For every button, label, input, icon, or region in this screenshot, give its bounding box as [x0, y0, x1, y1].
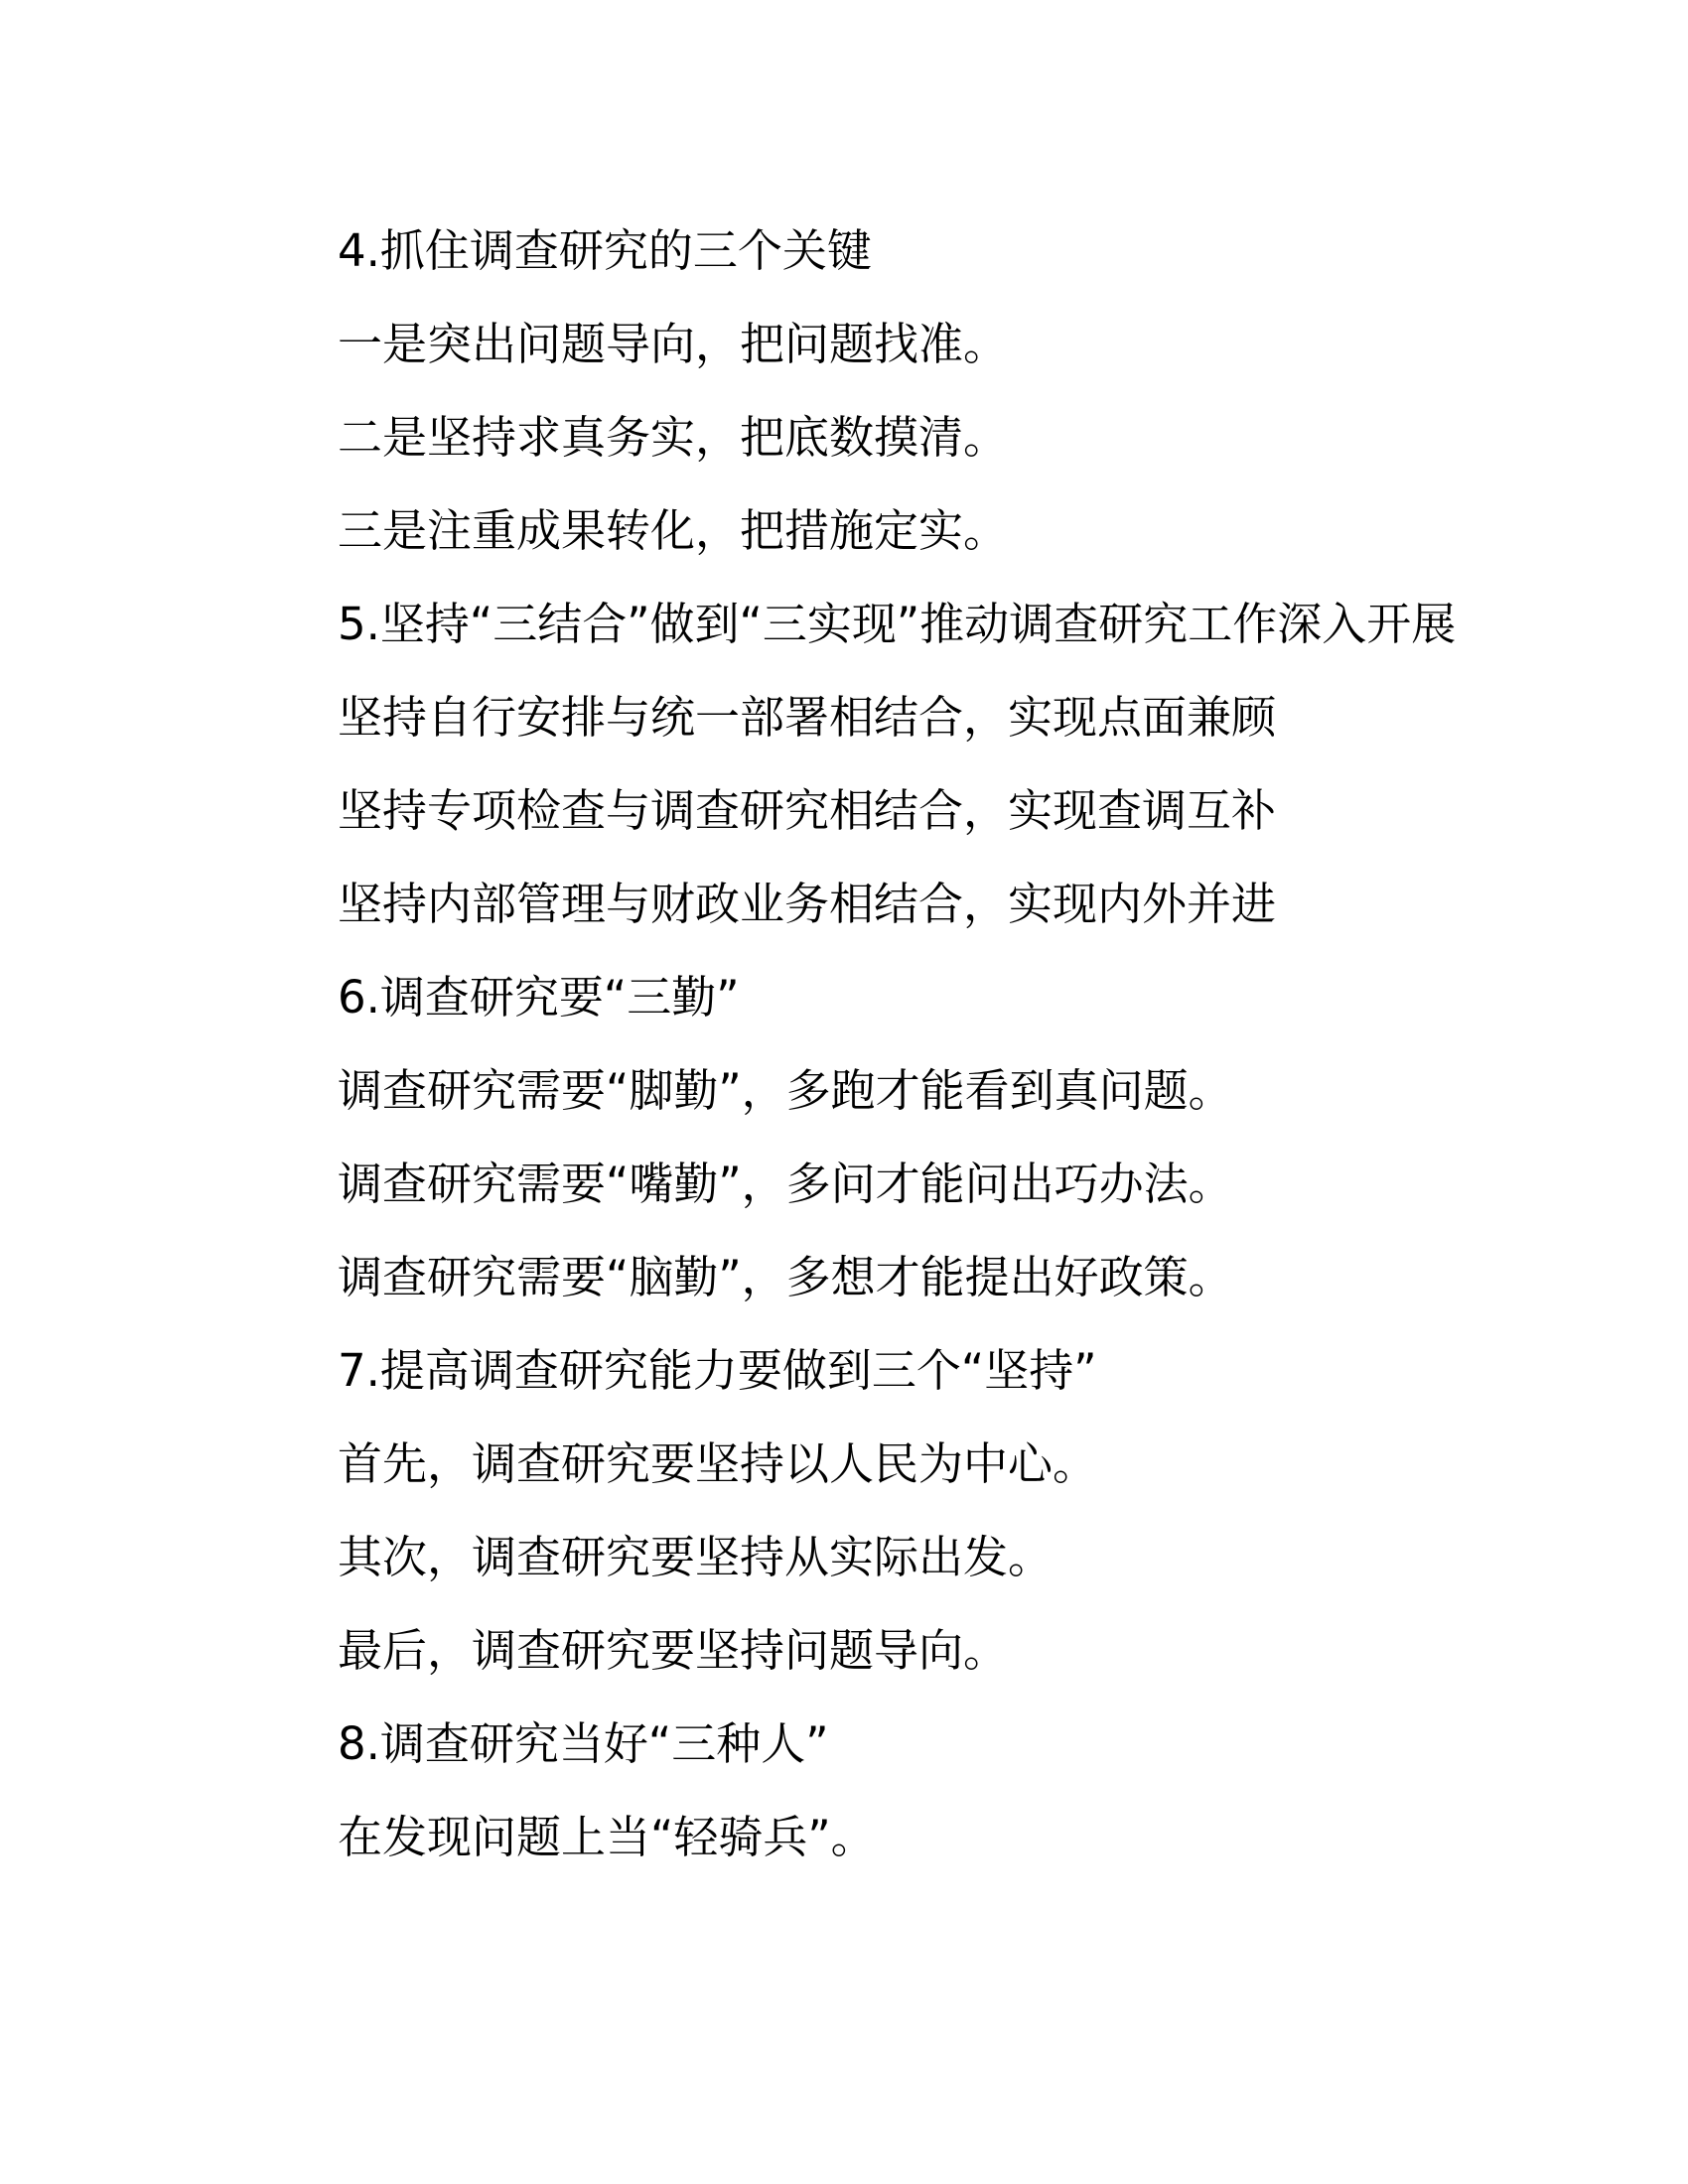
section-heading-7: 7.提高调查研究能力要做到三个“坚持” [338, 1344, 1097, 1397]
paragraph: 调查研究需要“嘴勤”，多问才能问出巧办法。 [338, 1158, 1233, 1210]
section-heading-5: 5.坚持“三结合”做到“三实现”推动调查研究工作深入开展 [338, 598, 1457, 650]
paragraph: 三是注重成果转化，把措施定实。 [338, 504, 1009, 557]
paragraph: 在发现问题上当“轻骑兵”。 [338, 1811, 876, 1863]
paragraph: 一是突出问题导向，把问题找准。 [338, 318, 1009, 370]
document-body [248, 205, 1460, 1884]
paragraph: 调查研究需要“脑勤”，多想才能提出好政策。 [338, 1251, 1233, 1303]
paragraph: 首先，调查研究要坚持以人民为中心。 [338, 1437, 1098, 1490]
paragraph: 坚持自行安排与统一部署相结合，实现点面兼顾 [338, 691, 1277, 744]
paragraph: 坚持内部管理与财政业务相结合，实现内外并进 [338, 878, 1277, 930]
paragraph: 二是坚持求真务实，把底数摸清。 [338, 411, 1009, 464]
paragraph: 坚持专项检查与调查研究相结合，实现查调互补 [338, 784, 1277, 837]
paragraph: 其次，调查研究要坚持从实际出发。 [338, 1531, 1054, 1583]
section-heading-8: 8.调查研究当好“三种人” [338, 1717, 829, 1770]
section-heading-4: 4.抓住调查研究的三个关键 [338, 224, 872, 277]
section-heading-6: 6.调查研究要“三勤” [338, 971, 740, 1024]
paragraph: 最后，调查研究要坚持问题导向。 [338, 1624, 1009, 1677]
paragraph: 调查研究需要“脚勤”，多跑才能看到真问题。 [338, 1064, 1233, 1117]
